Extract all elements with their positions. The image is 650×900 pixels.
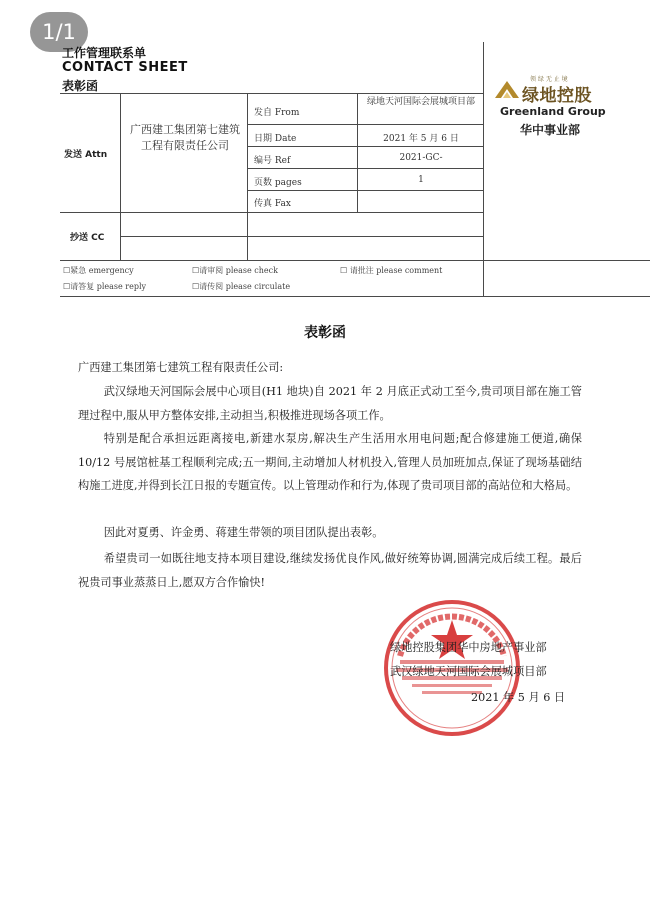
ref-value: 2021-GC- [399,153,443,163]
cc-label: 抄送 CC [70,233,105,243]
greenland-logo-icon [494,79,520,99]
signature-project-dept: 武汉绿地天河国际会展城项目部 [390,665,547,678]
letter-title: 表彰函 [304,325,346,341]
attn-label: 发送 Attn [64,150,108,160]
date-label: 日期 Date [254,134,297,144]
sheet-title-cn: 工作管理联系单 [62,46,147,60]
pages-value: 1 [418,175,424,185]
from-value: 绿地天河国际会展城项目部 [366,97,475,107]
page-indicator-badge: 1/1 [30,12,88,52]
letter-salutation: 广西建工集团第七建筑工程有限责任公司: [78,361,284,374]
letter-paragraph-2: 特别是配合承担远距离接电,新建水泵房,解决生产生活用水用电问题;配合修建施工便道,确保 10/12 号展馆桩基工程顺利完成;五一期间,主动增加人材机投入,管理人员加班加点,保证了现场基础结构施工进度,并得到长江日报的专题宣传。以上管理动作和行为,体现了贵司项目部的高站位和大格局。 [78,432,582,492]
checkbox-please-reply[interactable]: ☐请答复 please reply [63,282,147,291]
attn-value: 广西建工集团第七建筑工程有限责任公司 [130,123,240,152]
signature-date: 2021 年 5 月 6 日 [471,691,566,704]
from-label: 发自 From [254,108,300,118]
ref-label: 编号 Ref [254,156,291,166]
checkbox-please-check[interactable]: ☐请审阅 please check [192,266,278,275]
signature-company: 绿地控股集团华中房地产事业部 [390,641,547,654]
date-value: 2021 年 5 月 6 日 [383,134,459,144]
fax-label: 传真 Fax [254,199,291,209]
checkbox-emergency[interactable]: ☐紧急 emergency [63,266,134,275]
logo-division: 华中事业部 [520,123,581,137]
checkbox-please-circulate[interactable]: ☐请传阅 please circulate [192,282,291,291]
letter-paragraph-4: 希望贵司一如既往地支持本项目建设,继续发扬优良作风,做好统筹协调,圆满完成后续工程。最后祝贵司事业蒸蒸日上,愿双方合作愉快! [78,552,582,589]
sheet-doc-type: 表彰函 [62,79,99,93]
letter-paragraph-1: 武汉绿地天河国际会展中心项目(H1 地块)自 2021 年 2 月底正式动工至今,贵司项目部在施工管理过程中,服从甲方整体安排,主动担当,积极推进现场各项工作。 [78,385,582,422]
pages-label: 页数 pages [254,178,302,188]
logo-name-cn: 绿地控股 [522,86,592,106]
logo-slogan: 领 绿 无 止 境 [530,76,568,83]
logo-name-en: Greenland Group [500,105,606,118]
letter-paragraph-3: 因此对夏勇、许金勇、蒋建生带领的项目团队提出表彰。 [103,526,384,539]
sheet-title-en: CONTACT SHEET [62,60,188,75]
checkbox-please-comment[interactable]: ☐ 请批注 please comment [340,266,443,275]
